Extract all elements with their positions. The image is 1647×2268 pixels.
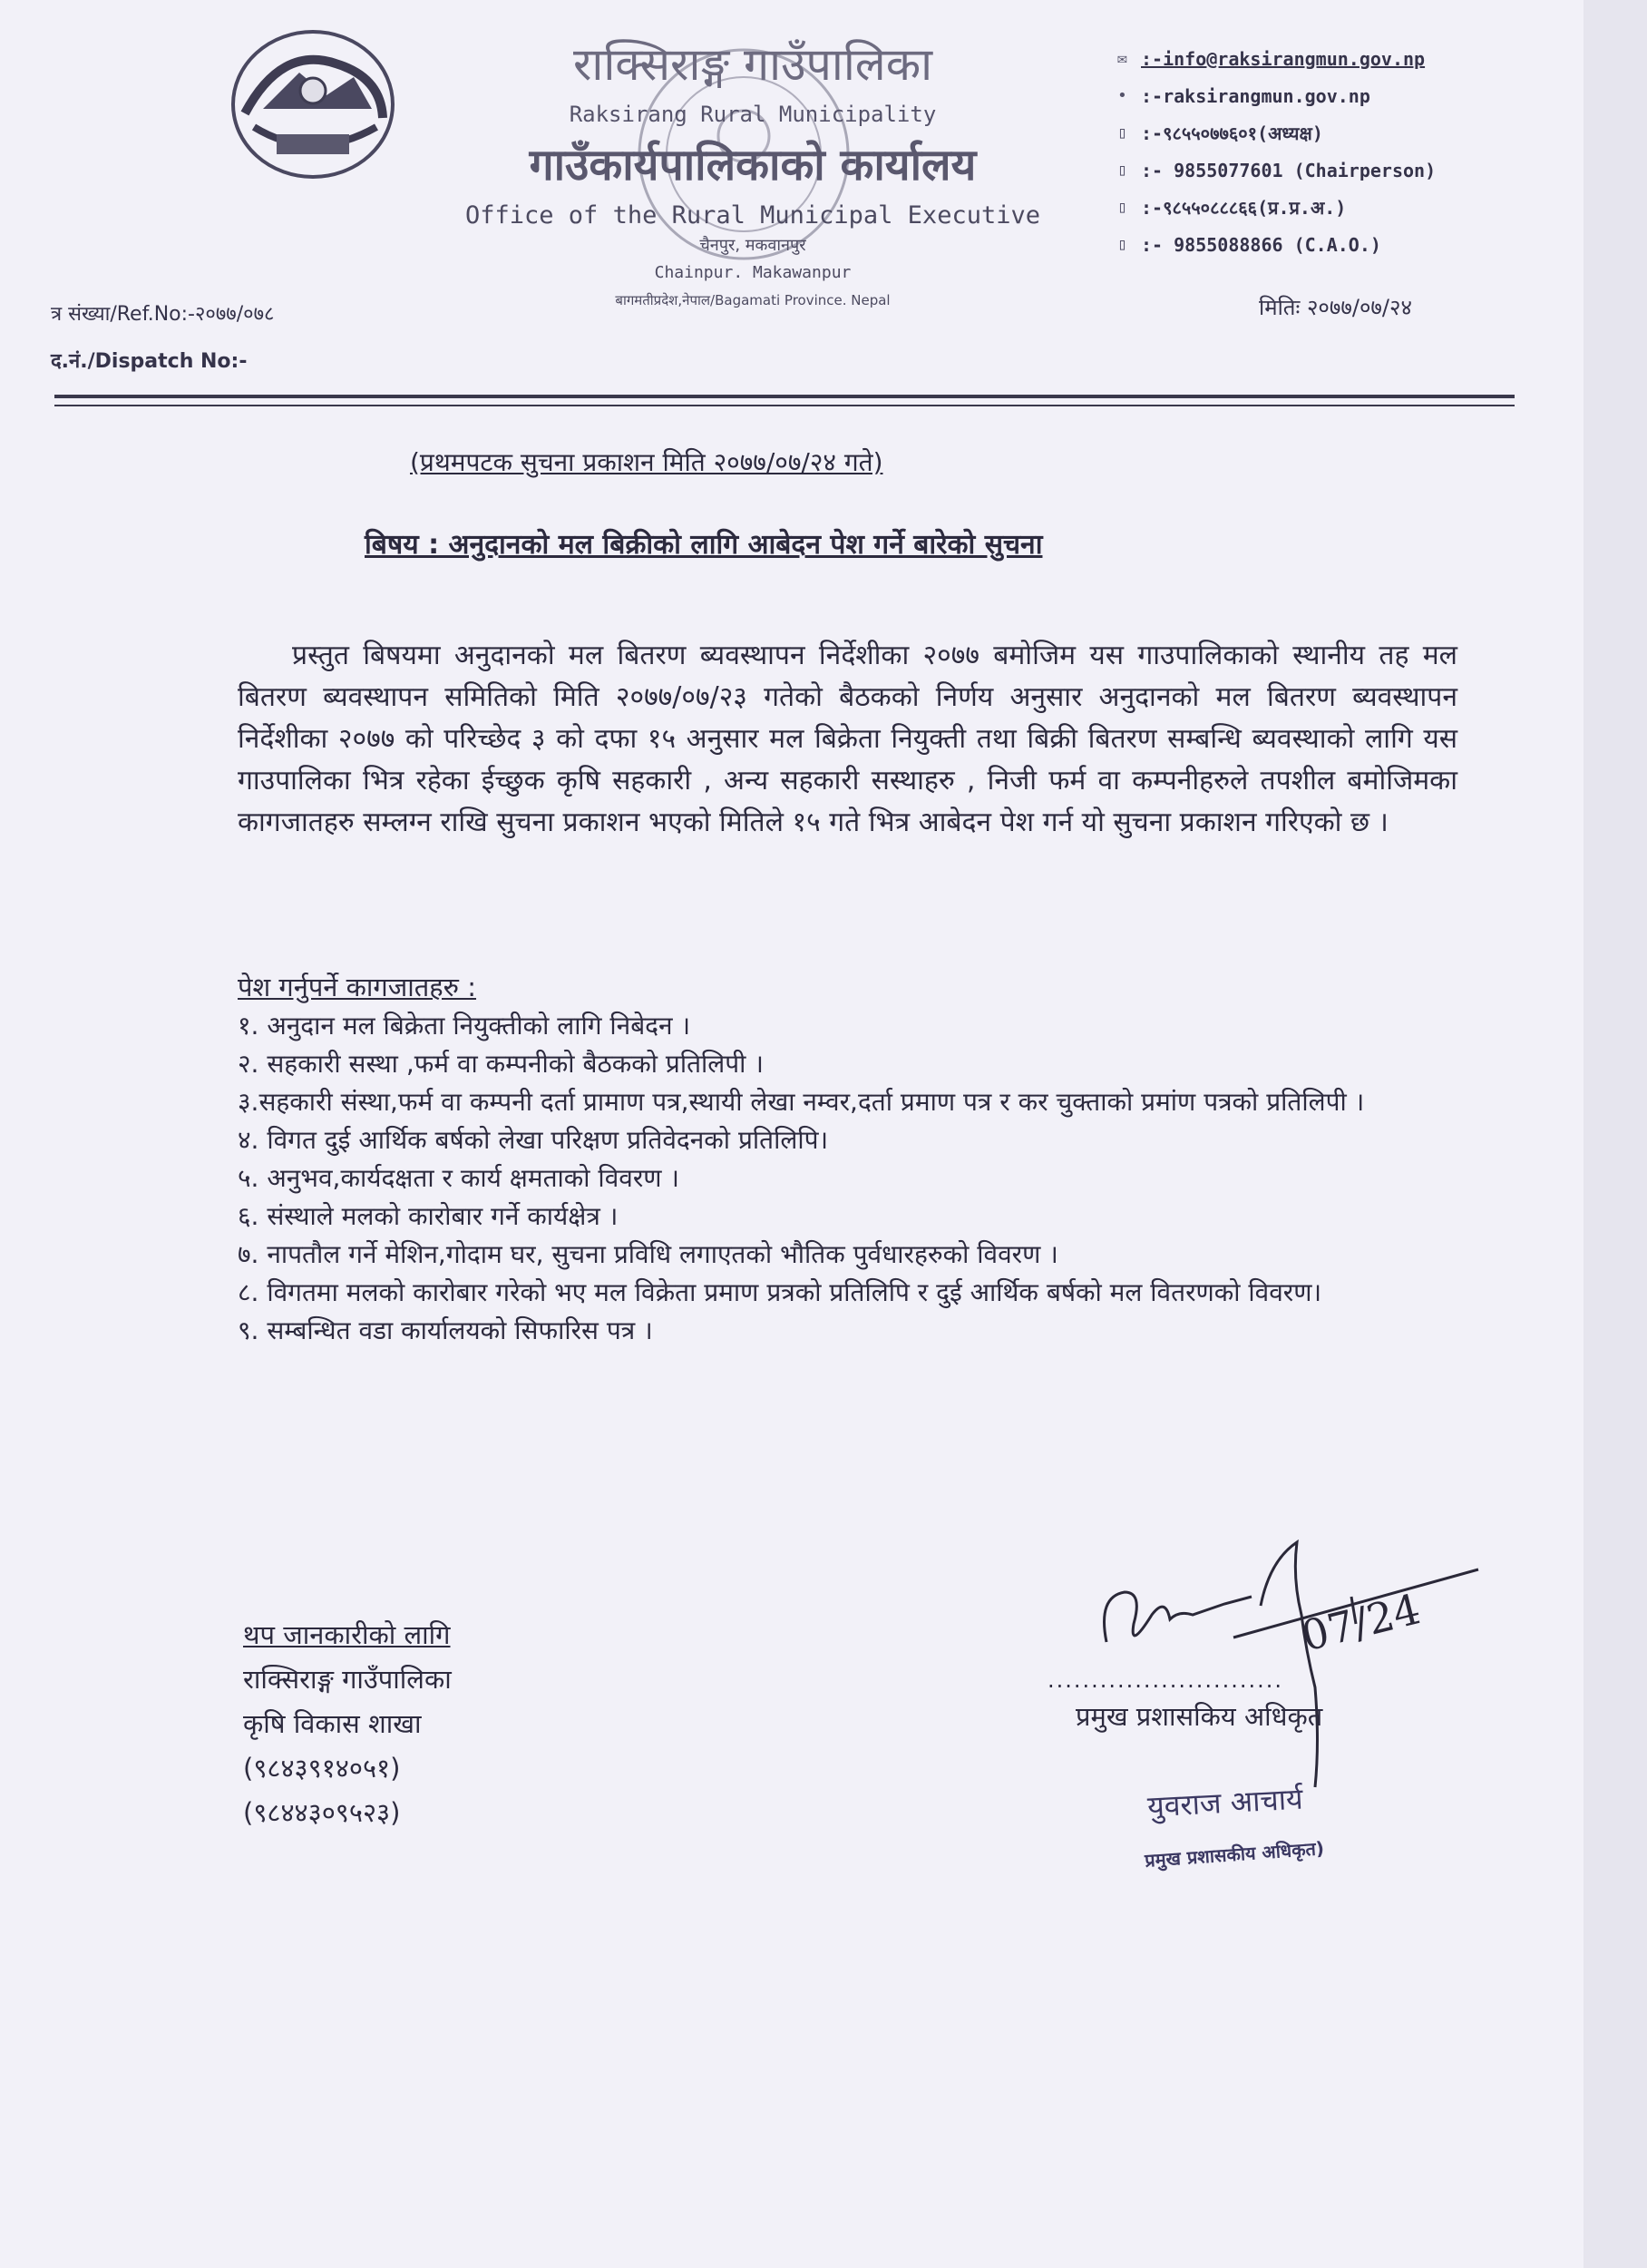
letterhead xyxy=(426,33,1079,312)
office-name-en: Office of the Rural Municipal Executive xyxy=(465,201,1040,230)
contact-phone-cao-np xyxy=(1117,189,1480,226)
header-divider xyxy=(54,395,1515,398)
documents-list xyxy=(238,1007,1457,1350)
dispatch-number: द.नं./Dispatch No:- xyxy=(51,350,248,373)
list-item: ३.सहकारी संस्था,फर्म वा कम्पनी दर्ता प्रामाण पत्र,स्थायी लेखा नम्वर,दर्ता प्रमाण पत्र र कर चुक्ताको प्रमांण पत्रको प्रतिलिपी । xyxy=(238,1087,1365,1117)
list-item: ९. सम्बन्धित वडा कार्यालयको सिफारिस पत्र । xyxy=(238,1315,653,1345)
list-item: १. अनुदान मल बिक्रेता नियुक्तीको लागि निबेदन । xyxy=(238,1011,691,1041)
municipality-emblem-icon xyxy=(227,27,399,181)
further-info-block xyxy=(243,1613,452,1835)
list-item: २. सहकारी सस्था ,फर्म वा कम्पनीको बैठकको प्रतिलिपी । xyxy=(238,1049,764,1079)
phone-icon: ▯ xyxy=(1117,198,1127,217)
list-item: ५. अनुभव,कार्यदक्षता र कार्य क्षमताको विवरण । xyxy=(238,1163,680,1193)
further-info-title: थप जानकारीको लागि xyxy=(243,1619,451,1650)
documents-heading: पेश गर्नुपर्ने कागजातहरु : xyxy=(238,972,477,1002)
website-text: :-raksirangmun.gov.np xyxy=(1141,84,1370,107)
phone-icon: ▯ xyxy=(1117,161,1127,180)
municipality-name-en: Raksirang Rural Municipality xyxy=(569,102,937,127)
contact-phone-chair-en xyxy=(1117,152,1480,189)
further-info-phone: (९८४३९१४०५१) xyxy=(243,1753,401,1784)
phone-text: :-९८५५०७७६०१(अध्यक्ष) xyxy=(1141,122,1323,144)
signature-line: ........................... xyxy=(1048,1667,1283,1693)
list-item: ६. संस्थाले मलको कारोबार गर्ने कार्यक्षेत्र । xyxy=(238,1201,619,1231)
email-icon: ✉ xyxy=(1117,49,1127,68)
list-item: ७. नापतौल गर्ने मेशिन,गोदाम घर, सुचना प्रविधि लगाएतको भौतिक पुर्वधारहरुको विवरण । xyxy=(238,1239,1058,1269)
contact-info xyxy=(1117,40,1480,263)
notice-body: प्रस्तुत बिषयमा अनुदानको मल बितरण ब्यवस्थापन निर्देशीका २०७७ बमोजिम यस गाउपालिकाको स्थानीय तह मल बितरण ब्यवस्थापन समितिको मिति २०७७/०७/२३ गतेको बैठकको निर्णय अनुसार अनुदानको मल बितरण ब्यवस्थापन निर्देशीका २०७७ को परिच्छेद ३ को दफा १५ अनुसार मल बिक्रेता नियुक्ती तथा बिक्री बितरण सम्बन्धि ब्यवस्थाको लागि यस गाउपालिका भित्र रहेका ईच्छुक कृषि सहकारी , अन्य सहकारी सस्थाहरु , निजी फर्म वा कम्पनीहरुले तपशील बमोजिमका कागजातहरु सम्लग्न राखि सुचना प्रकाशन भएको मितिले १५ गते भित्र आबेदन पेश गर्न यो सुचना प्रकाशन गरिएको छ । xyxy=(238,640,1457,838)
first-publication-date: (प्रथमपटक सुचना प्रकाशन मिति २०७७/०७/२४ गते) xyxy=(410,447,883,477)
office-name-np: गाउँकार्यपालिकाको कार्यालय xyxy=(529,140,977,191)
letter-date: मितिः २०७७/०७/२४ xyxy=(1259,295,1412,320)
email-link[interactable]: :-info@raksirangmun.gov.np xyxy=(1141,47,1426,70)
contact-phone-chair-np xyxy=(1117,114,1480,152)
contact-website xyxy=(1117,77,1480,114)
reference-number: त्र संख्या/Ref.No:-२०७७/०७८ xyxy=(51,303,275,326)
further-info-section: कृषि विकास शाखा xyxy=(243,1708,422,1739)
further-info-org: राक्सिराङ्ग गाउँपालिका xyxy=(243,1664,452,1695)
scan-edge xyxy=(1584,0,1647,2268)
province: बागमतीप्रदेश,नेपाल/Bagamati Province. Nepal xyxy=(615,292,891,308)
phone-text: :-९८५५०८८८६६(प्र.प्र.अ.) xyxy=(1141,197,1347,219)
subject-line: बिषय : अनुदानको मल बिक्रीको लागि आबेदन पेश गर्ने बारेको सुचना xyxy=(365,529,1043,561)
place-np: चैनपुर, मकवानपुर xyxy=(699,236,806,255)
web-icon: • xyxy=(1117,86,1127,105)
stamp-title: प्रमुख प्रशासकीय अधिकृत) xyxy=(1144,1837,1325,1872)
contact-phone-cao-en xyxy=(1117,226,1480,263)
phone-text: :- 9855077601 (Chairperson) xyxy=(1141,159,1437,181)
stamp-name: युवराज आचार्य xyxy=(1146,1781,1304,1824)
municipality-name-np: राक्सिराङ्ग गाउँपालिका xyxy=(572,38,933,91)
phone-icon: ▯ xyxy=(1117,235,1127,254)
contact-email xyxy=(1117,40,1480,77)
phone-icon: ▯ xyxy=(1117,123,1127,142)
header-divider xyxy=(54,405,1515,406)
further-info-phone: (९८४४३०९५२३) xyxy=(243,1797,401,1828)
place-en: Chainpur. Makawanpur xyxy=(654,263,852,282)
signatory-title: प्रमुख प्रशासकिय अधिकृत xyxy=(1076,1701,1323,1732)
handwritten-date: 07/24 xyxy=(1296,1584,1426,1661)
list-item: ८. विगतमा मलको कारोबार गरेको भए मल विक्रेता प्रमाण प्रत्रको प्रतिलिपि र दुई आर्थिक बर्षको मल वितरणको विवरण। xyxy=(238,1277,1322,1307)
list-item: ४. विगत दुई आर्थिक बर्षको लेखा परिक्षण प्रतिवेदनको प्रतिलिपि। xyxy=(238,1125,829,1155)
phone-text: :- 9855088866 (C.A.O.) xyxy=(1141,233,1381,256)
